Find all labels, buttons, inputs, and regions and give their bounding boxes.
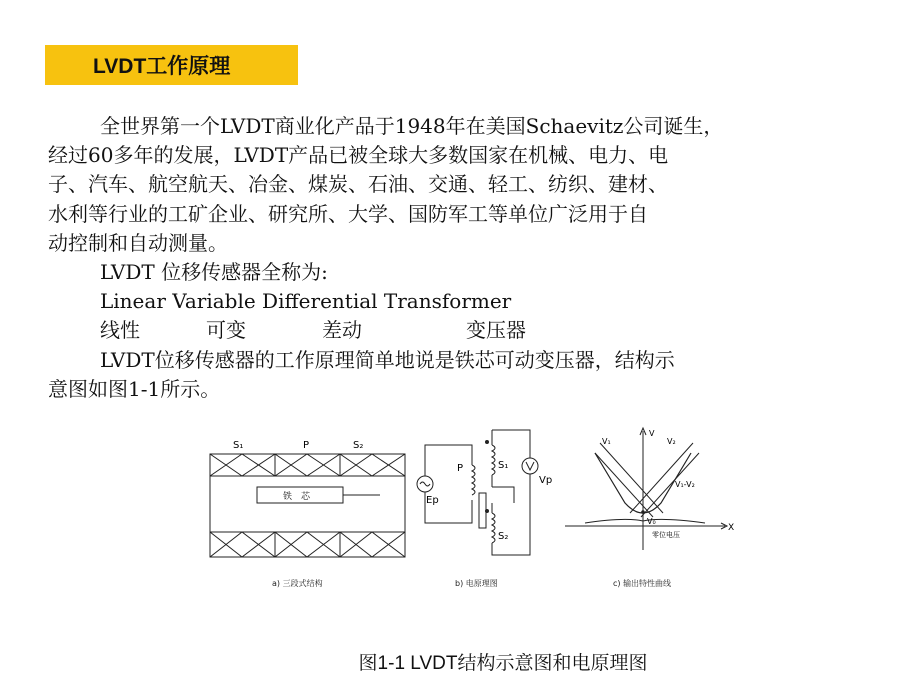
figure-c-curve (565, 425, 740, 560)
label-p: P (303, 440, 310, 451)
term-word: 线性 (100, 318, 140, 343)
paragraph-line: 经过60多年的发展，LVDT产品已被全球大多数国家在机械、电力、电 (48, 143, 669, 168)
label-s1: S₁ (498, 460, 509, 471)
paragraph-line: 意图如图1-1所示。 (48, 376, 221, 401)
label-s2: S₂ (353, 440, 364, 451)
paragraph-line: LVDT 位移传感器全称为: (100, 260, 328, 285)
paragraph-line: Linear Variable Differential Transformer (100, 289, 512, 314)
slide-title: LVDT工作原理 (93, 55, 231, 78)
label-ep: Ep (426, 495, 439, 506)
paragraph-line: 子、汽车、航空航天、冶金、煤炭、石油、交通、轻工、纺织、建材、 (48, 172, 668, 197)
paragraph-line: 水利等行业的工矿企业、研究所、大学、国防军工等单位广泛用于自 (48, 201, 648, 226)
label-s1: S₁ (233, 440, 244, 451)
label-v: V (649, 429, 655, 438)
term-word: 变压器 (466, 318, 526, 343)
paragraph-line: 全世界第一个LVDT商业化产品于1948年在美国Schaevitz公司诞生， (100, 114, 724, 138)
figure-caption: 图1-1 LVDT结构示意图和电原理图 (358, 653, 648, 674)
term-word: 差动 (322, 318, 362, 343)
subcaption-a: a) 三段式结构 (272, 579, 323, 588)
label-null-voltage: 零位电压 (652, 531, 680, 539)
label-vp: Vp (539, 475, 553, 486)
term-word: 可变 (206, 318, 246, 343)
label-v1: V₁ (602, 437, 611, 446)
figure-b-schematic (412, 425, 562, 565)
paragraph-line: LVDT位移传感器的工作原理简单地说是铁芯可动变压器，结构示 (100, 347, 675, 372)
label-p: P (457, 463, 464, 474)
slide-title-box (45, 45, 298, 85)
label-s2: S₂ (498, 531, 509, 542)
paragraph-line: 动控制和自动测量。 (48, 230, 228, 255)
subcaption-c: c) 输出特性曲线 (613, 579, 672, 588)
figure-a-structure (205, 435, 410, 565)
label-vo: V₀ (647, 517, 656, 526)
core-label: 铁 芯 (283, 492, 311, 502)
body-text (48, 112, 868, 404)
label-v1-v2: V₁-V₂ (675, 480, 695, 489)
term-breakdown (48, 316, 868, 345)
subcaption-b: b) 电原理图 (455, 579, 498, 588)
label-x: X (728, 523, 735, 533)
label-v2: V₂ (667, 437, 676, 446)
